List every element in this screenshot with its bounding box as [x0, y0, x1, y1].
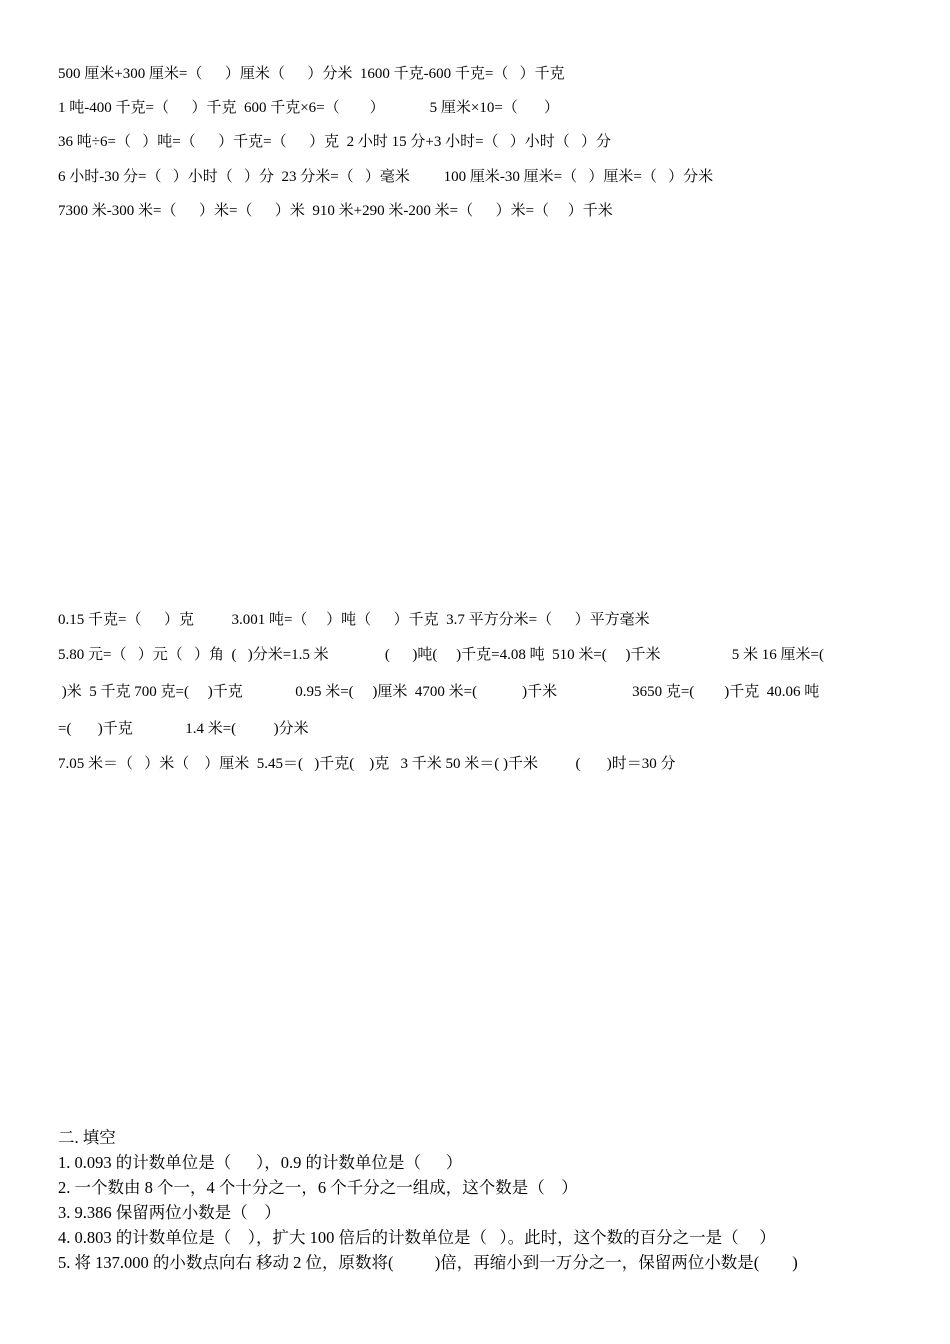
question-item: 3. 9.386 保留两位小数是（ ） — [58, 1203, 281, 1222]
question-item: 5. 将 137.000 的小数点向右 移动 2 位，原数将( )倍，再缩小到一万分之一，保留两位小数是( ) — [58, 1253, 798, 1272]
exercise-line: 36 吨÷6=（ ）吨=（ ）千克=（ ）克 2 小时 15 分+3 小时=（ ）小时（ ）分 — [58, 134, 612, 150]
exercise-line: 7.05 米＝（ ）米（ ）厘米 5.45＝( )千克( )克 3 千米 50 米＝( )千米 ( )时＝30 分 — [58, 756, 676, 772]
exercise-line: )米 5 千克 700 克=( )千克 0.95 米=( )厘米 4700 米=( )千米 3650 克=( )千克 40.06 吨 — [58, 684, 820, 700]
exercise-line: 1 吨-400 千克=（ ）千克 600 千克×6=（ ） 5 厘米×10=（ ） — [58, 100, 560, 116]
question-item: 2. 一个数由 8 个一，4 个十分之一，6 个千分之一组成，这个数是（ ） — [58, 1178, 578, 1197]
exercise-line: 7300 米-300 米=（ ）米=（ ）米 910 米+290 米-200 米=（ ）米=（ ）千米 — [58, 203, 613, 219]
exercise-line: 6 小时-30 分=（ ）小时（ ）分 23 分米=（ ）毫米 100 厘米-30 厘米=（ ）厘米=（ ）分米 — [58, 169, 714, 185]
section-heading: 二. 填空 — [58, 1128, 116, 1147]
exercise-line: 500 厘米+300 厘米=（ ）厘米（ ）分米 1600 千克-600 千克=（ ）千克 — [58, 66, 565, 82]
question-item: 4. 0.803 的计数单位是（ ），扩大 100 倍后的计数单位是（ ）。此时，这个数的百分之一是（ ） — [58, 1228, 776, 1247]
exercise-line: 5.80 元=（ ）元（ ）角 ( )分米=1.5 米 ( )吨( )千克=4.08 吨 510 米=( )千米 5 米 16 厘米=( — [58, 647, 825, 663]
question-item: 1. 0.093 的计数单位是（ ），0.9 的计数单位是（ ） — [58, 1153, 463, 1172]
exercise-line: =( )千克 1.4 米=( )分米 — [58, 721, 309, 737]
exercise-line: 0.15 千克=（ ）克 3.001 吨=（ ）吨（ ）千克 3.7 平方分米=（ ）平方毫米 — [58, 612, 650, 628]
